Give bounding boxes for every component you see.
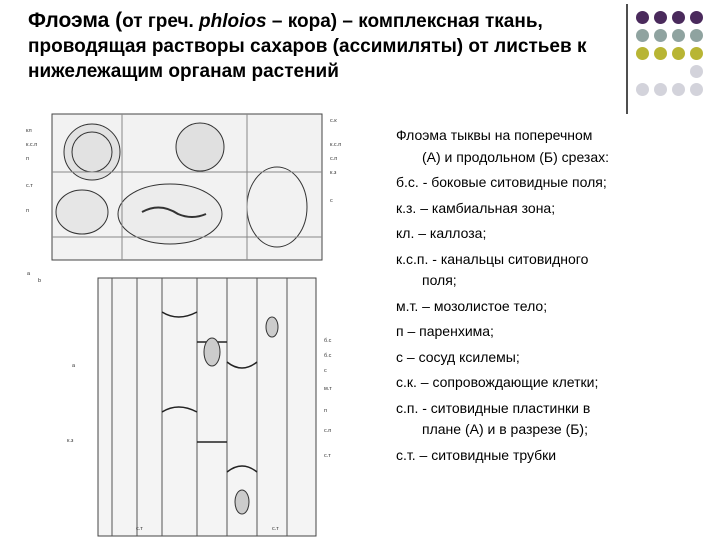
- legend-item-text: с – сосуд ксилемы;: [396, 348, 520, 365]
- figure-label: с: [324, 368, 327, 374]
- slide-title: [28, 8, 608, 84]
- figure-label: с.т: [26, 183, 33, 189]
- figure-label: а: [72, 363, 76, 369]
- legend-item: [396, 172, 696, 194]
- legend-item-text: п – паренхима;: [396, 323, 494, 339]
- legend-item-text: с.т. – ситовидные трубки: [396, 446, 557, 463]
- figure-label: б.с: [324, 338, 332, 344]
- legend-item-continuation: плане (А) и в разрезе (Б);: [422, 421, 588, 437]
- figure-label: к.з: [330, 170, 337, 176]
- figure-label: к.з: [67, 438, 74, 444]
- legend-item-text: м.т. – мозолистое тело;: [396, 297, 548, 314]
- decorative-dot: [672, 83, 685, 96]
- legend-item: [396, 249, 696, 292]
- legend-item-continuation: поля;: [422, 272, 457, 288]
- figure-label: п: [26, 208, 29, 214]
- figure-label: с.п: [330, 156, 338, 162]
- decorative-dot: [654, 29, 667, 42]
- legend-item-text: с.п. - ситовидные пластинки в: [396, 399, 591, 416]
- decorative-dot: [672, 11, 685, 24]
- figure-label-section-a: a: [27, 271, 31, 277]
- decorative-dot: [672, 47, 685, 60]
- legend-item: [396, 223, 696, 245]
- figure-label: с.т: [324, 453, 331, 459]
- figure-label: с.п: [324, 428, 332, 434]
- figure-label: м.т: [324, 386, 332, 392]
- decorative-dot: [636, 83, 649, 96]
- figure-label: п: [324, 408, 327, 414]
- decorative-vertical-line: [626, 4, 628, 114]
- legend-heading-line-2: (А) и продольном (Б) срезах:: [422, 148, 610, 165]
- title-definition-start: – кора) – комплексная ткань,: [266, 11, 543, 32]
- title-latin-word: phloios: [199, 11, 267, 32]
- decorative-dot: [636, 29, 649, 42]
- decorative-dot: [672, 29, 685, 42]
- legend-item: [396, 372, 696, 394]
- decorative-dot: [654, 83, 667, 96]
- decorative-dot: [654, 11, 667, 24]
- figure-label: б.с: [324, 353, 332, 359]
- decorative-dot: [690, 11, 703, 24]
- figure-label: кл: [26, 128, 32, 134]
- decorative-dot: [690, 83, 703, 96]
- legend-item: [396, 445, 696, 467]
- title-etymology-prefix: от греч.: [122, 11, 200, 32]
- decorative-dot: [690, 65, 703, 78]
- legend-item: [396, 296, 696, 318]
- legend-block: [396, 125, 696, 470]
- figure-label: с.к: [330, 118, 337, 124]
- title-term: Флоэма (: [28, 9, 123, 32]
- decorative-dot: [690, 47, 703, 60]
- figure-label: п: [26, 156, 29, 162]
- decorative-dot: [636, 11, 649, 24]
- legend-item-text: к.з. – камбиальная зона;: [396, 199, 556, 216]
- legend-item-text: кл. – каллоза;: [396, 225, 487, 241]
- legend-item: [396, 198, 696, 220]
- legend-heading: [396, 125, 696, 168]
- figure-label: с.т: [272, 526, 279, 532]
- figure-label: к.с.п: [330, 142, 342, 148]
- legend-item: [396, 398, 696, 441]
- decorative-dot: [654, 47, 667, 60]
- figure-label: с.т: [136, 526, 143, 532]
- title-line-1: [28, 8, 608, 34]
- phloem-micrograph-figure: [12, 112, 365, 540]
- figure-label: с: [330, 198, 333, 204]
- title-line-3: нижележащим органам растений: [28, 61, 339, 82]
- figure-label-section-b: b: [38, 278, 42, 284]
- legend-item: [396, 321, 696, 343]
- legend-item-text: с.к. – сопровождающие клетки;: [396, 374, 599, 390]
- decorative-dot: [690, 29, 703, 42]
- title-line-2: проводящая растворы сахаров (ассимиляты) от листьев к: [28, 36, 587, 57]
- figure-label: к.с.п: [26, 142, 38, 148]
- decorative-dot: [636, 47, 649, 60]
- legend-item: [396, 347, 696, 369]
- legend-item-text: б.с. - боковые ситовидные поля;: [396, 174, 607, 190]
- legend-item-text: к.с.п. - канальцы ситовидного: [396, 250, 589, 267]
- legend-heading-line-1: Флоэма тыквы на поперечном: [396, 127, 593, 143]
